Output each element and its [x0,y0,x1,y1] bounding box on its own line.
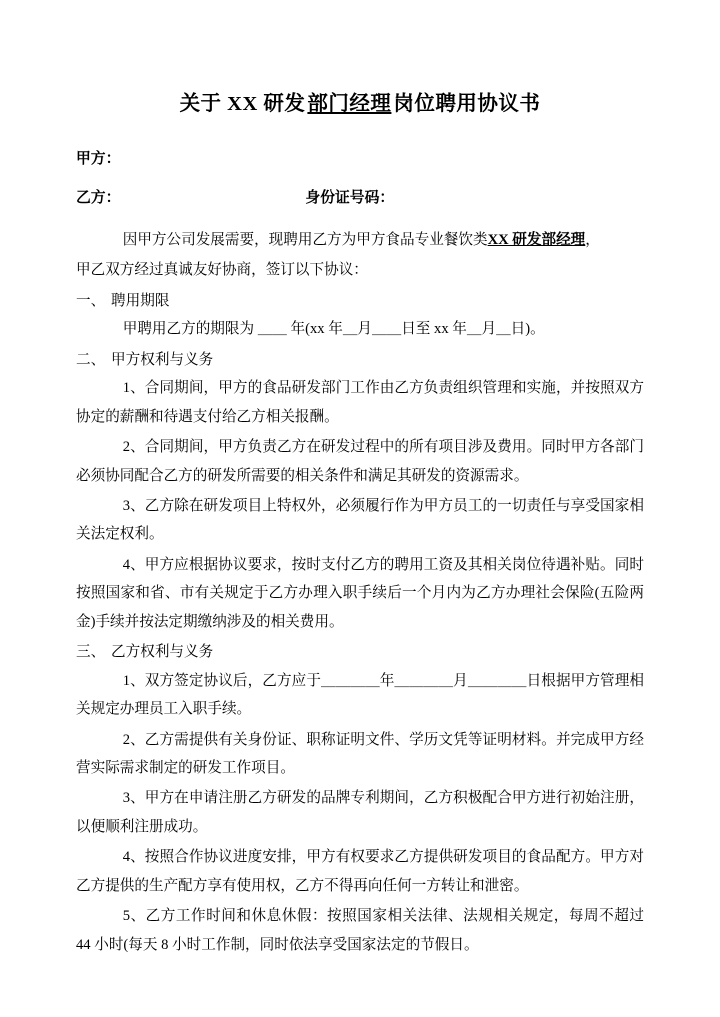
section-3-item-5: 5、乙方工作时间和休息休假：按照国家相关法律、法规相关规定，每周不超过 44 小时(每天 8 小时工作制，同时依法享受国家法定的节假日。 [76,908,644,953]
section-2-item-3: 3、乙方除在研发项目上特权外，必须履行作为甲方员工的一切责任与享受国家相关法定权利。 [76,497,644,543]
section-2-item-4: 4、甲方应根据协议要求，按时支付乙方的聘用工资及其相关岗位待遇补贴。同时按照国家和省、市有关规定于乙方办理入职手续后一个月内为乙方办理社会保险(五险两金)手续并按法定期缴纳涉及的相关费用。 [76,556,644,630]
party-a-label: 甲方： [76,150,121,167]
section-heading-2 [76,346,644,374]
section-number-3: 三、 [76,644,106,661]
intro-emphasis: XX 研发部经理 [487,231,586,248]
section-2-item-1: 1、合同期间，甲方的食品研发部门工作由乙方负责组织管理和实施，并按照双方协定的薪酬和待遇支付给乙方相关报酬。 [76,380,644,425]
party-b-label: 乙方： [76,190,121,207]
section-1-item-1: 甲聘用乙方的期限为 ＿＿ 年(xx 年＿月＿＿日至 xx 年＿月＿日)。 [122,321,545,338]
section-title-1: 聘用期限 [111,292,170,309]
intro-text-after: ， [585,231,600,248]
document-body [76,226,644,959]
section-3-item-1: 1、双方签定协议后，乙方应于＿＿＿＿年＿＿＿＿月＿＿＿＿日根据甲方管理相关规定办理员工入职手续。 [76,672,644,718]
section-3-item-2: 2、乙方需提供有关身份证、职称证明文件、学历文凭等证明材料。并完成甲方经营实际需求制定的研发工作项目。 [76,731,644,777]
section-title-2: 甲方权利与义务 [111,351,214,368]
section-number-2: 二、 [76,351,106,368]
title-prefix: 关于 XX 研发 [179,93,306,115]
section-3-item-4: 4、按照合作协议进度安排，甲方有权要求乙方提供研发项目的食品配方。甲方对乙方提供的生产配方享有使用权，乙方不得再向任何一方转让和泄密。 [76,849,644,894]
party-b-line [76,184,644,214]
party-a-line [76,145,644,175]
id-number-label: 身份证号码： [305,190,395,207]
section-3-item-3: 3、甲方在申请注册乙方研发的品牌专利期间，乙方积极配合甲方进行初始注册，以便顺利注册成功。 [76,790,644,835]
page-title [76,90,644,119]
section-2-item-2: 2、合同期间，甲方负责乙方在研发过程中的所有项目涉及费用。同时甲方各部门必须协同配合乙方的研发所需要的相关条件和满足其研发的资源需求。 [76,439,644,484]
title-blank-field: 部门经理 [307,93,392,115]
section-heading-1 [76,287,644,315]
section-heading-3 [76,638,644,666]
section-number-1: 一、 [76,292,106,309]
intro-paragraph-line2: 甲乙双方经过真诚友好协商，签订以下协议： [76,262,368,279]
section-title-3: 乙方权利与义务 [111,644,214,661]
title-suffix: 岗位聘用协议书 [393,93,541,115]
intro-paragraph [76,226,644,254]
intro-text-before: 因甲方公司发展需要，现聘用乙方为甲方食品专业餐饮类 [122,231,488,248]
